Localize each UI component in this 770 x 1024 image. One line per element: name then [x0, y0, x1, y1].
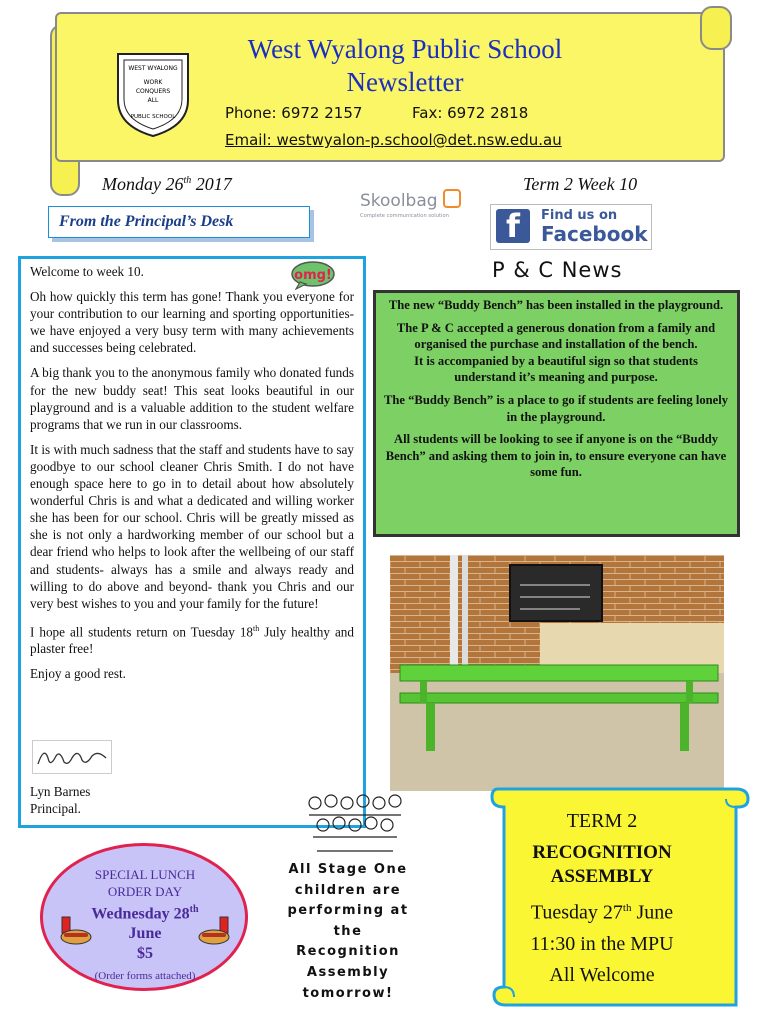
- svg-text:PUBLIC SCHOOL: PUBLIC SCHOOL: [130, 114, 176, 120]
- principal-p2: Oh how quickly this term has gone! Thank you everyone for your contribution to our learning and sporting opportunities- we have enjoyed a very busy term with many achievements and successes being celebrated.: [30, 289, 354, 356]
- skoolbag-logo[interactable]: [360, 188, 465, 220]
- term-week: Term 2 Week 10: [523, 174, 638, 194]
- pc-news-text: The new “Buddy Bench” has been installed in the playground. The P & C accepted a generous donation from a family and organised the purchase and installation of the bench. It is accompanied by a beautiful sign so that students understand it’s meaning and purpose. The “Buddy Bench” is a place to go if students are feeling lonely in the playground. All students will be looking to see if anyone is on the “Buddy Bench” and asking them to join in, to ensure everyone can have some fun.: [383, 298, 729, 480]
- pc-news-title: P & C News: [492, 258, 623, 282]
- scroll-right-roll: [700, 6, 732, 50]
- principal-p4: It is with much sadness that the staff and students have to say goodbye to our school cleaner Chris Smith. I do not have enough space here to go in to detail about how absolutely wonderful Chris is and what a dedicated and willing worker she has been for our school. Chris will be greatly missed as she is not only a hardworking member of our school but a dear friend who helps to look after the wellbeing of our staff and students- always has a smile and always ready and willing to do above and beyond- thank you Chris and our very best wishes to you and your family for the future!: [30, 441, 354, 611]
- principal-p1: Welcome to week 10.: [30, 264, 144, 279]
- issue-date: Monday 26th 2017: [102, 174, 232, 194]
- special-lunch-text: SPECIAL LUNCH ORDER DAY Wednesday 28th June $5 (Order forms attached): [91, 867, 199, 983]
- assembly-text: TERM 2 RECOGNITION ASSEMBLY Tuesday 27th June 11:30 in the MPU All Welcome: [530, 810, 674, 986]
- principal-signoff: Lyn Barnes Principal.: [30, 784, 91, 816]
- school-logo: [112, 48, 194, 138]
- svg-text:WEST WYALONG: WEST WYALONG: [128, 65, 178, 72]
- school-email-link[interactable]: Email: westwyalon-p.school@det.nsw.edu.au: [225, 131, 562, 149]
- principal-p6: Enjoy a good rest.: [30, 666, 126, 682]
- principal-letter: [30, 263, 354, 690]
- svg-text:CONQUERS: CONQUERS: [135, 88, 171, 95]
- children-group-icon: [305, 793, 409, 853]
- svg-text:Complete communication solutio: Complete communication solution: [360, 213, 449, 219]
- svg-text:Skoolbag: Skoolbag: [360, 191, 438, 211]
- principal-p5: I hope all students return on Tuesday 18th July healthy and plaster free!: [30, 623, 354, 657]
- principal-p3: A big thank you to the anonymous family who donated funds for the new buddy seat! This seat looks beautiful in our playground and is a valuable addition to the student welfare programs that we run in our classrooms.: [30, 365, 354, 432]
- buddy-bench-photo: [390, 555, 724, 791]
- school-phone: Phone: 6972 2157: [225, 104, 363, 122]
- hotdog-drink-icon-right: [198, 913, 232, 947]
- facebook-badge[interactable]: f Find us on Facebook: [490, 204, 652, 250]
- school-fax: Fax: 6972 2818: [412, 104, 529, 122]
- stage-one-notice: All Stage One children are performing at the Recognition Assembly tomorrow!: [287, 862, 409, 1001]
- svg-text:ALL: ALL: [147, 97, 159, 104]
- newsletter-title: West Wyalong Public School Newsletter: [247, 34, 563, 97]
- principal-heading-tab: From the Principal’s Desk: [48, 206, 310, 238]
- svg-text:WORK: WORK: [143, 79, 163, 86]
- hotdog-drink-icon: [58, 913, 92, 947]
- principal-signature: [32, 740, 112, 774]
- facebook-f-icon: f: [496, 209, 530, 243]
- svg-text:omg!: omg!: [294, 268, 332, 283]
- omg-speech-icon: [290, 260, 336, 290]
